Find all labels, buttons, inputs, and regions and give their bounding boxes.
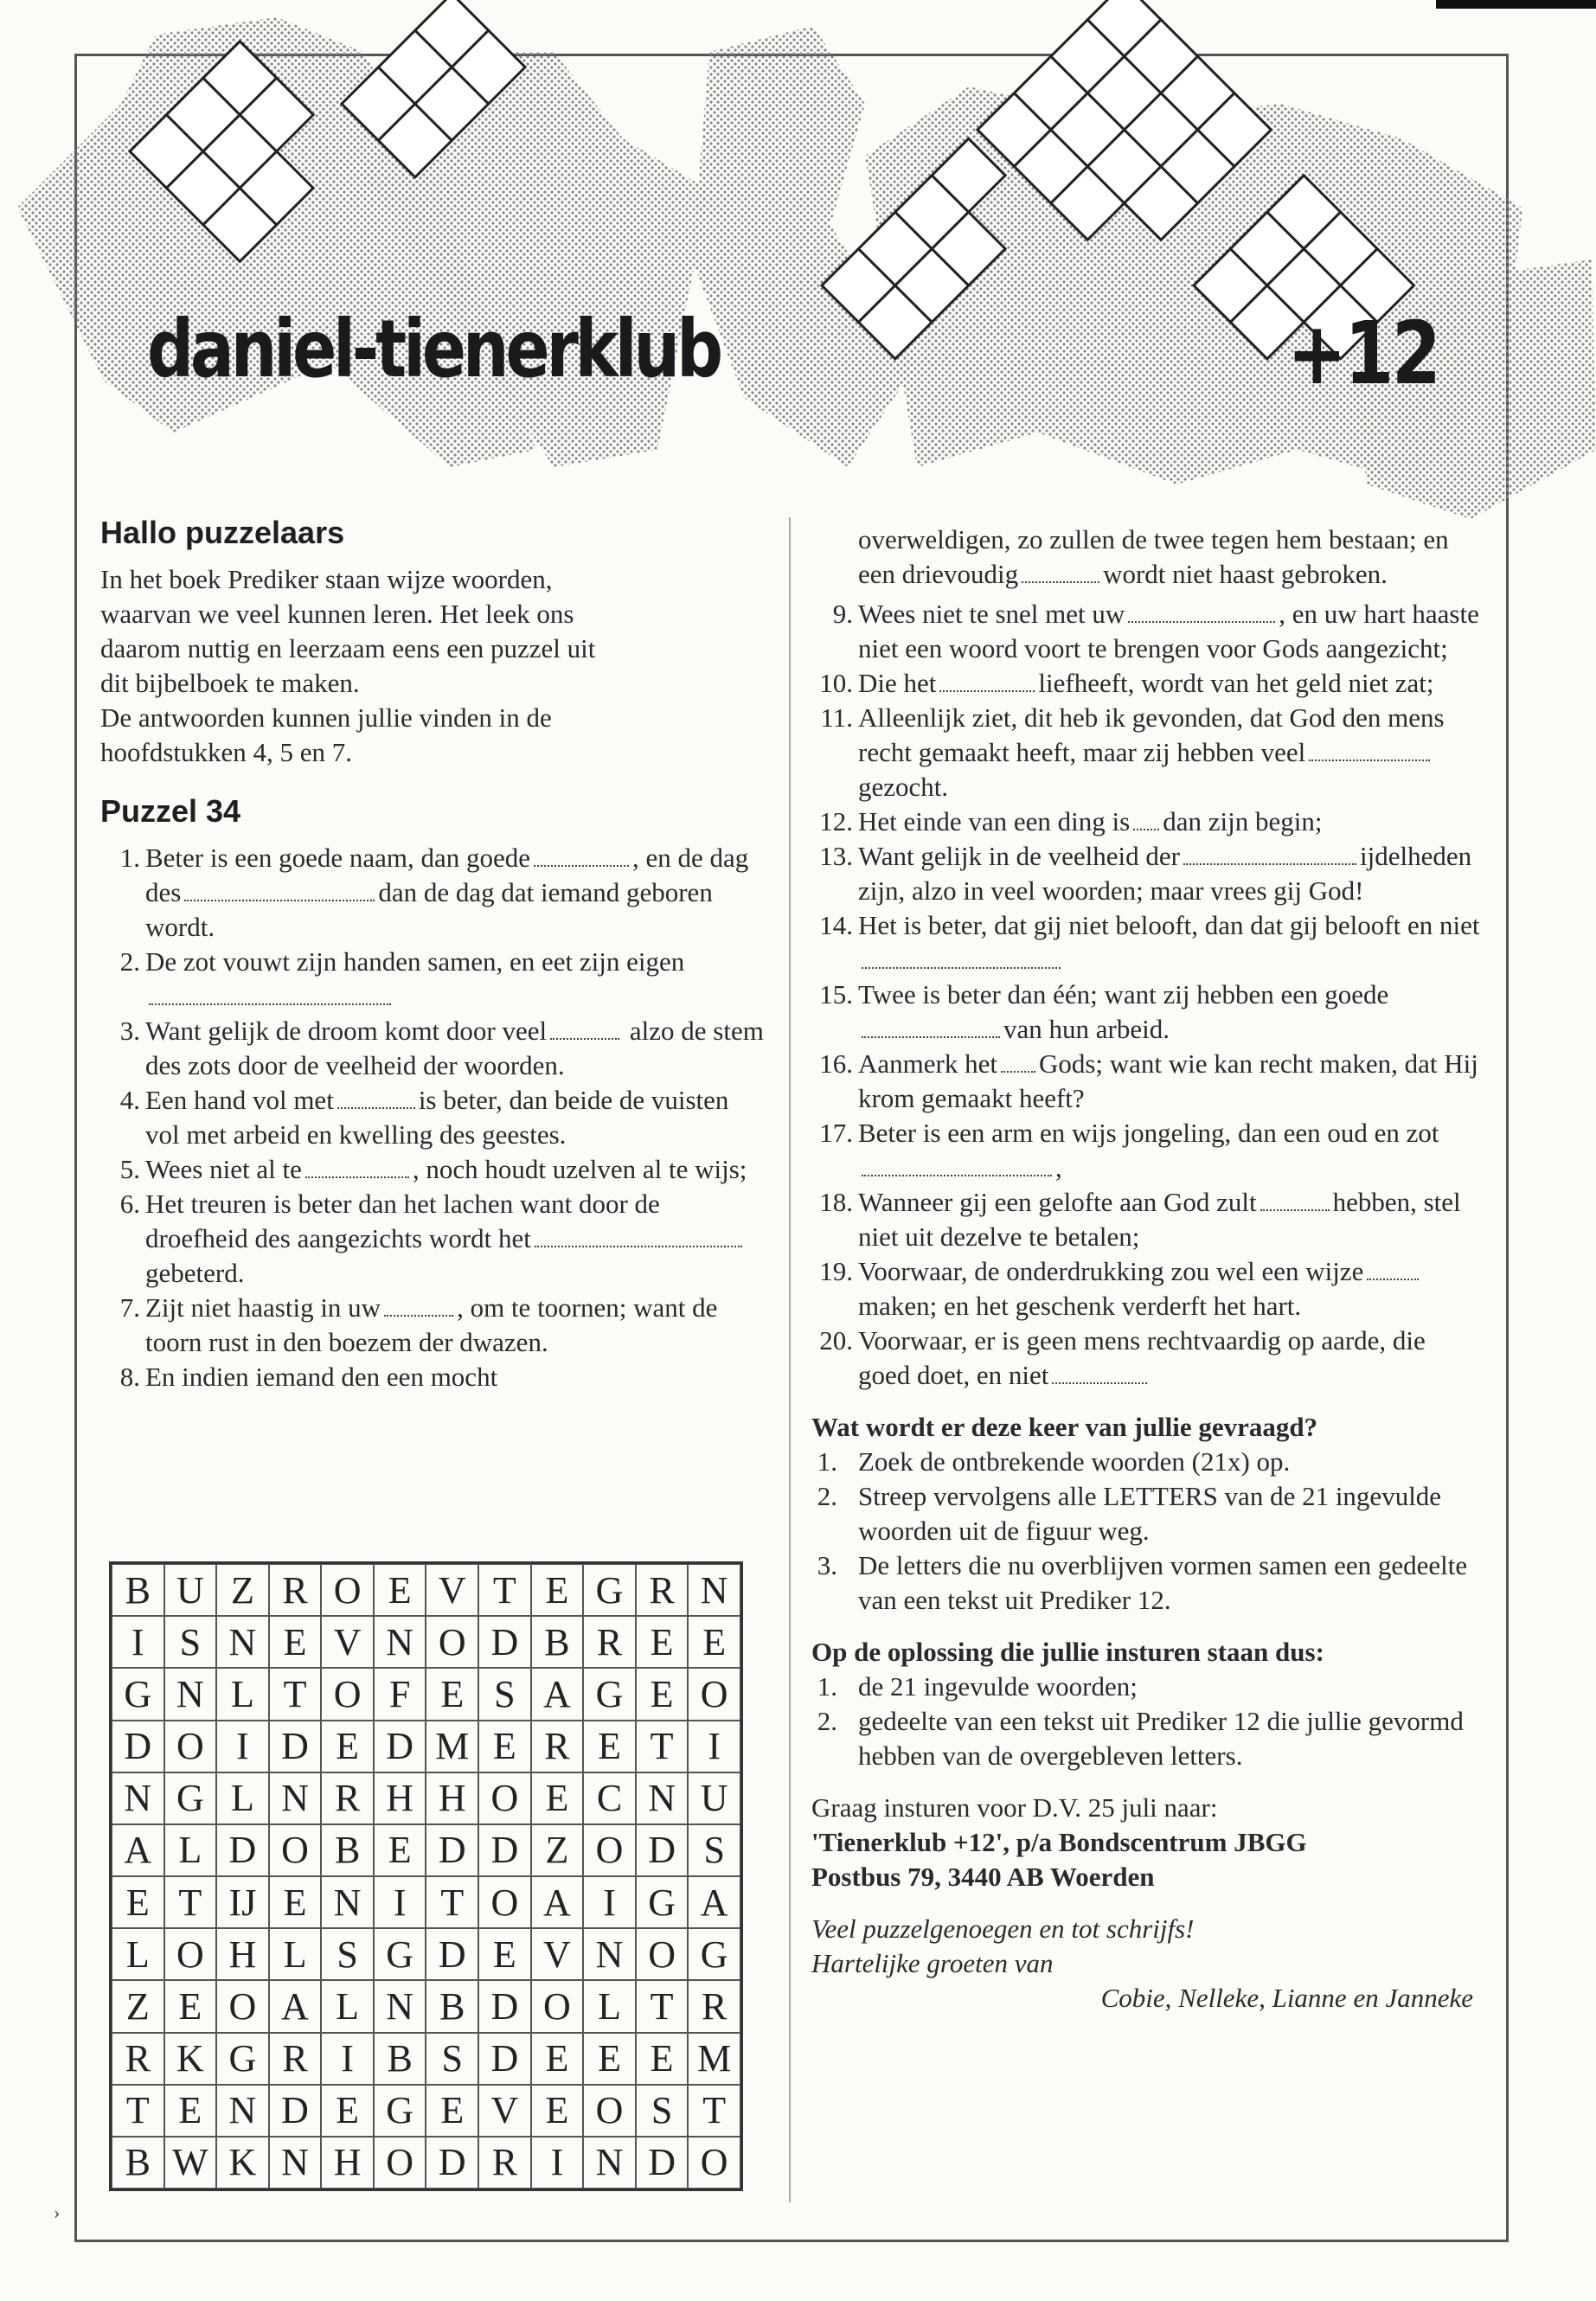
grid-cell: T — [636, 1980, 689, 2032]
intro-line: hoofdstukken 4, 5 en 7. — [100, 737, 353, 767]
grid-cell: O — [164, 1928, 217, 1980]
grid-cell: R — [269, 1564, 322, 1616]
grid-cell: E — [374, 1824, 426, 1876]
intro-text — [100, 562, 766, 770]
grid-cell: O — [531, 1980, 584, 2032]
grid-cell: E — [688, 1616, 740, 1668]
age-label: +12 — [1287, 303, 1439, 404]
grid-cell: R — [583, 1616, 636, 1668]
grid-cell: V — [531, 1928, 584, 1980]
grid-cell: O — [216, 1980, 269, 2032]
grid-cell: D — [478, 1980, 531, 2032]
column-divider — [789, 517, 791, 2202]
grid-cell: T — [688, 2085, 740, 2137]
grid-cell: E — [374, 1564, 426, 1616]
grid-cell: I — [531, 2137, 584, 2189]
grid-cell: T — [112, 2085, 164, 2137]
grid-cell: N — [583, 2137, 636, 2189]
grid-cell: R — [688, 1980, 740, 2032]
grid-cell: E — [531, 2033, 584, 2085]
grid-cell: E — [321, 1721, 374, 1772]
grid-cell: E — [636, 2033, 689, 2085]
grid-cell: B — [426, 1980, 478, 2032]
grid-cell: O — [478, 1876, 531, 1928]
right-column — [811, 522, 1482, 2016]
grid-cell: O — [321, 1668, 374, 1720]
grid-cell: I — [583, 1876, 636, 1928]
grid-cell: Z — [216, 1564, 269, 1616]
grid-cell: T — [636, 1721, 689, 1772]
grid-cell: S — [478, 1668, 531, 1720]
grid-cell: A — [531, 1876, 584, 1928]
grid-cell: E — [112, 1876, 164, 1928]
grid-cell: W — [164, 2137, 217, 2189]
grid-cell: H — [321, 2137, 374, 2189]
grid-cell: E — [478, 1928, 531, 1980]
grid-cell: E — [269, 1876, 322, 1928]
grid-cell: D — [478, 1616, 531, 1668]
club-title: daniel-tienerklub — [147, 303, 721, 395]
grid-cell: A — [531, 1668, 584, 1720]
grid-cell: H — [216, 1928, 269, 1980]
grid-cell: N — [216, 2085, 269, 2137]
clue-list-left — [100, 841, 766, 1394]
grid-cell: O — [321, 1564, 374, 1616]
grid-cell: N — [164, 1668, 217, 1720]
step-item: 1. Zoek de ontbrekende woorden (21x) op. — [817, 1446, 1291, 1477]
grid-cell: K — [216, 2137, 269, 2189]
clue-item: 1. Beter is een goede naam, dan goede , en de dag des dan de dag dat iemand geboren wordt. — [119, 843, 749, 942]
grid-cell: O — [426, 1616, 478, 1668]
grid-cell: D — [636, 1824, 689, 1876]
grid-cell: G — [112, 1668, 164, 1720]
grid-cell: D — [426, 2137, 478, 2189]
grid-cell: A — [688, 1876, 740, 1928]
clue-item: 16. Aanmerk het Gods; want wie kan recht maken, dat Hij krom gemaakt heeft? — [819, 1048, 1478, 1113]
question-heading: Wat wordt er deze keer van jullie gevraagd? — [811, 1412, 1318, 1442]
grid-cell: N — [374, 1980, 426, 2032]
clue-item: 18. Wanneer gij een gelofte aan God zult hebben, stel niet uit dezelve te betalen; — [819, 1187, 1461, 1252]
grid-cell: G — [583, 1564, 636, 1616]
grid-cell: G — [688, 1928, 740, 1980]
step-item: 3. De letters die nu overblijven vormen samen een gedeelte van een tekst uit Prediker 12. — [817, 1550, 1468, 1615]
grid-cell: G — [636, 1876, 689, 1928]
greeting-line: Hartelijke groeten van — [811, 1948, 1054, 1978]
grid-cell: C — [583, 1772, 636, 1824]
grid-cell: L — [164, 1824, 217, 1876]
grid-cell: N — [269, 2137, 322, 2189]
grid-cell: N — [636, 1772, 689, 1824]
grid-cell: Z — [531, 1824, 584, 1876]
intro-line: In het boek Prediker staan wijze woorden, — [100, 564, 553, 594]
clue-item: 19. Voorwaar, de onderdrukking zou wel een wijzemaken; en het geschenk verderft het hart. — [811, 1254, 1482, 1324]
grid-cell: I — [688, 1721, 740, 1772]
clue-item: 6. Het treuren is beter dan het lachen want door de droefheid des aangezichts wordt hetgebeterd. — [100, 1187, 766, 1291]
grid-cell: I — [216, 1721, 269, 1772]
intro-line: daarom nuttig en leerzaam eens een puzzel uit — [100, 633, 596, 663]
grid-cell: D — [636, 2137, 689, 2189]
grid-cell: E — [321, 2085, 374, 2137]
solution-heading: Op de oplossing die jullie insturen staan dus: — [811, 1637, 1324, 1667]
address-line-1: 'Tienerklub +12', p/a Bondscentrum JBGG — [811, 1827, 1307, 1857]
puzzle-heading: Puzzel 34 — [100, 793, 241, 829]
grid-cell: I — [374, 1876, 426, 1928]
grid-cell: L — [216, 1668, 269, 1720]
grid-cell: Z — [112, 1980, 164, 2032]
step-item: 1. de 21 ingevulde woorden; — [817, 1671, 1138, 1702]
intro-line: waarvan we veel kunnen leren. Het leek ons — [100, 599, 574, 629]
send-instruction: Graag insturen voor D.V. 25 juli naar: — [811, 1792, 1218, 1823]
grid-cell: S — [636, 2085, 689, 2137]
step-item: 2. gedeelte van een tekst uit Prediker 12 die jullie gevormd hebben van de overgebleven letters. — [817, 1706, 1464, 1771]
grid-cell: B — [374, 2033, 426, 2085]
clue-item: 2. De zot vouwt zijn handen samen, en eet zijn eigen — [100, 945, 766, 1014]
grid-cell: O — [164, 1721, 217, 1772]
header-grid-art — [0, 0, 1596, 536]
grid-cell: D — [269, 1721, 322, 1772]
grid-cell: D — [112, 1721, 164, 1772]
clue-8-continued: overweldigen, zo zullen de twee tegen hem bestaan; en een drievoudig wordt niet haast gebroken. — [858, 524, 1449, 589]
left-column — [100, 514, 766, 1394]
grid-cell: N — [269, 1772, 322, 1824]
solution-steps — [811, 1670, 1482, 1773]
grid-cell: H — [426, 1772, 478, 1824]
grid-cell: O — [636, 1928, 689, 1980]
grid-cell: F — [374, 1668, 426, 1720]
grid-cell: V — [478, 2085, 531, 2137]
grid-cell: N — [321, 1876, 374, 1928]
grid-cell: I — [321, 2033, 374, 2085]
grid-cell: E — [478, 1721, 531, 1772]
clue-item: 10. Die het liefheeft, wordt van het geld niet zat; — [819, 668, 1434, 698]
grid-cell: E — [583, 1721, 636, 1772]
letter-grid — [109, 1561, 743, 2191]
grid-cell: H — [374, 1772, 426, 1824]
clue-list-right — [811, 597, 1482, 1393]
grid-cell: R — [478, 2137, 531, 2189]
grid-cell: R — [269, 2033, 322, 2085]
grid-cell: R — [112, 2033, 164, 2085]
intro-heading: Hallo puzzelaars — [100, 515, 345, 550]
grid-cell: S — [426, 2033, 478, 2085]
grid-cell: T — [426, 1876, 478, 1928]
grid-cell: S — [688, 1824, 740, 1876]
clue-item: 9. Wees niet te snel met uw , en uw hart haaste niet een woord voort te brengen voor Gods aangezicht; — [832, 599, 1479, 663]
clue-item: 17. Beter is een arm en wijs jongeling, dan een oud en zot, — [819, 1118, 1439, 1183]
grid-cell: N — [688, 1564, 740, 1616]
grid-cell: L — [321, 1980, 374, 2032]
grid-cell: L — [112, 1928, 164, 1980]
grid-cell: N — [583, 1928, 636, 1980]
grid-cell: N — [216, 1616, 269, 1668]
grid-cell: V — [321, 1616, 374, 1668]
grid-cell: B — [112, 2137, 164, 2189]
grid-cell: O — [583, 1824, 636, 1876]
grid-cell: E — [269, 1616, 322, 1668]
grid-cell: D — [269, 2085, 322, 2137]
clue-item: 11. Alleenlijk ziet, dit heb ik gevonden, dat God den mens recht gemaakt heeft, maar zij hebben veelgezocht. — [820, 702, 1445, 802]
address-line-2: Postbus 79, 3440 AB Woerden — [811, 1862, 1155, 1892]
grid-cell: A — [112, 1824, 164, 1876]
clue-item: 7. Zijt niet haastig in uw , om te toornen; want de toorn rust in den boezem der dwazen. — [119, 1292, 718, 1357]
grid-cell: O — [688, 1668, 740, 1720]
intro-line: De antwoorden kunnen jullie vinden in de — [100, 702, 552, 733]
clue-item: 14. Het is beter, dat gij niet belooft, dan dat gij belooft en niet — [811, 908, 1482, 977]
grid-cell: T — [269, 1668, 322, 1720]
grid-cell: G — [164, 1772, 217, 1824]
grid-cell: M — [688, 2033, 740, 2085]
clue-item: 3. Want gelijk de droom komt door veel alzo de stem des zots door de veelheid der woorden. — [119, 1016, 764, 1080]
question-steps — [811, 1445, 1482, 1618]
edge-mark: › — [54, 2202, 61, 2223]
grid-cell: E — [531, 2085, 584, 2137]
grid-cell: U — [688, 1772, 740, 1824]
grid-cell: U — [164, 1564, 217, 1616]
grid-cell: G — [374, 1928, 426, 1980]
grid-cell: E — [426, 2085, 478, 2137]
clue-item: 8. En indien iemand den een mocht — [119, 1362, 498, 1392]
grid-cell: O — [374, 2137, 426, 2189]
grid-cell: E — [531, 1772, 584, 1824]
grid-cell: O — [583, 2085, 636, 2137]
grid-cell: E — [583, 2033, 636, 2085]
grid-cell: D — [478, 2033, 531, 2085]
grid-cell: R — [531, 1721, 584, 1772]
grid-cell: L — [583, 1980, 636, 2032]
grid-cell: E — [636, 1668, 689, 1720]
grid-cell: E — [164, 2085, 217, 2137]
grid-cell: M — [426, 1721, 478, 1772]
grid-cell: S — [164, 1616, 217, 1668]
grid-cell: E — [531, 1564, 584, 1616]
grid-cell: B — [112, 1564, 164, 1616]
grid-cell: K — [164, 2033, 217, 2085]
grid-cell: O — [269, 1824, 322, 1876]
grid-cell: N — [374, 1616, 426, 1668]
grid-cell: L — [269, 1928, 322, 1980]
grid-cell: A — [269, 1980, 322, 2032]
grid-cell: B — [531, 1616, 584, 1668]
clue-item: 13. Want gelijk in de veelheid der ijdelheden zijn, alzo in veel woorden; maar vrees gij God! — [819, 841, 1472, 906]
grid-cell: T — [478, 1564, 531, 1616]
clue-item: 4. Een hand vol met is beter, dan beide de vuisten vol met arbeid en kwelling des geestes. — [119, 1085, 729, 1150]
grid-cell: G — [374, 2085, 426, 2137]
closing-line: Veel puzzelgenoegen en tot schrijfs! — [811, 1913, 1195, 1944]
grid-cell: R — [321, 1772, 374, 1824]
clue-item: 12. Het einde van een ding is dan zijn begin; — [819, 806, 1323, 836]
clue-item: 20. Voorwaar, er is geen mens rechtvaardig op aarde, die goed doet, en niet — [819, 1325, 1426, 1390]
grid-cell: D — [374, 1721, 426, 1772]
intro-line: dit bijbelboek te maken. — [100, 668, 360, 698]
grid-cell: D — [426, 1824, 478, 1876]
grid-cell: O — [478, 1772, 531, 1824]
grid-cell: V — [426, 1564, 478, 1616]
grid-cell: E — [636, 1616, 689, 1668]
grid-cell: T — [164, 1876, 217, 1928]
grid-cell: IJ — [216, 1876, 269, 1928]
clue-item: 5. Wees niet al te , noch houdt uzelven al te wijs; — [119, 1154, 747, 1184]
grid-cell: E — [426, 1668, 478, 1720]
grid-cell: N — [112, 1772, 164, 1824]
grid-cell: I — [112, 1616, 164, 1668]
signature: Cobie, Nelleke, Lianne en Janneke — [1100, 1983, 1473, 2013]
grid-cell: S — [321, 1928, 374, 1980]
step-item: 2. Streep vervolgens alle LETTERS van de 21 ingevulde woorden uit de figuur weg. — [817, 1481, 1442, 1546]
grid-cell: O — [688, 2137, 740, 2189]
grid-cell: D — [216, 1824, 269, 1876]
grid-cell: R — [636, 1564, 689, 1616]
grid-cell: D — [426, 1928, 478, 1980]
clue-item: 15. Twee is beter dan één; want zij hebben een goedevan hun arbeid. — [819, 979, 1389, 1044]
grid-cell: G — [583, 1668, 636, 1720]
grid-cell: G — [216, 2033, 269, 2085]
grid-cell: L — [216, 1772, 269, 1824]
grid-cell: D — [478, 1824, 531, 1876]
grid-cell: B — [321, 1824, 374, 1876]
grid-cell: E — [164, 1980, 217, 2032]
